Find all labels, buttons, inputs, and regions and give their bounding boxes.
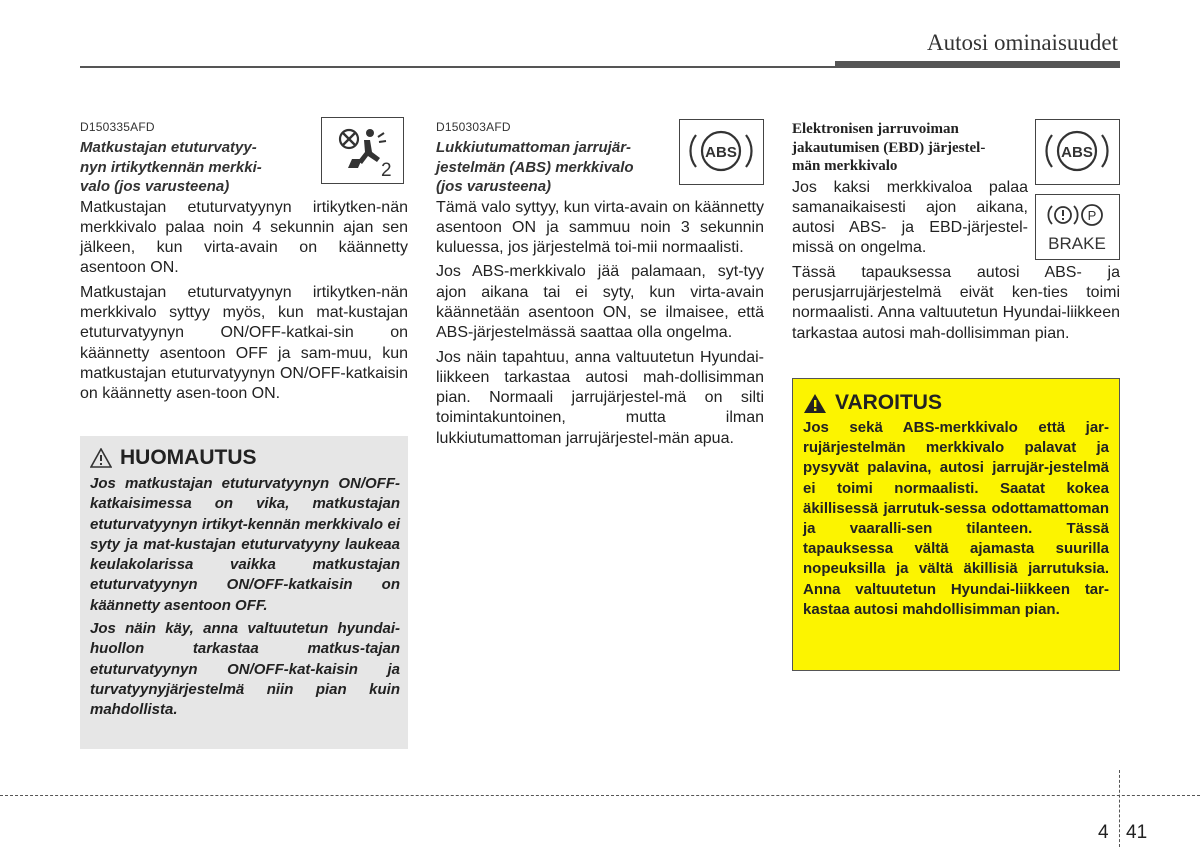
page-header-title: Autosi ominaisuudet: [926, 30, 1118, 55]
note-title: [90, 446, 400, 470]
section-title-line: (jos varusteena): [436, 178, 552, 195]
paragraph: Jos ABS-merkkivalo jää palamaan, syt-tyy ajon aikana tai ei syty, kun virta-avain käännetään asentoon ON, se ilmaisee, että ABS-järjestelmässä saattaa olla ongelma.: [436, 263, 764, 342]
brake-warning-icon: [1036, 195, 1118, 258]
abs-icon-box: [679, 119, 764, 185]
svg-text:BRAKE: BRAKE: [1048, 234, 1106, 253]
section-title-line: Elektronisen jarruvoiman: [792, 121, 959, 137]
section-title-line: Matkustajan etuturvatyy-: [80, 139, 257, 156]
abs-icon-box: [1035, 119, 1120, 185]
paragraph: Jos näin tapahtuu, anna valtuutetun Hyundai-liikkeen tarkastaa autosi mah-dollisimman pian. Normaali jarrujärjestel-mä on silti toimintakuntoinen, mutta ilman lukkiutumattoman jarrujärjestel-män apua.: [436, 348, 764, 447]
warning-title-label: VAROITUS: [835, 391, 942, 414]
svg-text:2: 2: [381, 160, 392, 181]
warning-title: [803, 391, 1109, 415]
section-title-line: nyn irtikytkennän merkki-: [80, 158, 262, 176]
page-number-divider: [1119, 770, 1120, 847]
airbag-off-icon-box: [321, 117, 404, 184]
svg-text:ABS: ABS: [705, 144, 737, 161]
svg-text:ABS: ABS: [1061, 144, 1093, 161]
section-title: [436, 138, 681, 197]
svg-text:P: P: [1087, 208, 1097, 223]
note-paragraph: Jos matkustajan etuturvatyynyn ON/OFF-katkaisimessa on vika, matkustajan etuturvatyynyn irtikyt-kennän merkkivalo ei syty ja mat-kustajan etuturvatyyny laukeaa keulakolarissa vaikka matkustajan etuturvatyynyn ON/OFF-katkaisin on käännetty asentoon OFF.: [90, 475, 400, 614]
airbag-off-icon: [322, 118, 402, 182]
section-code: D150335AFD: [80, 120, 155, 134]
section-title-line: män merkkivalo: [792, 158, 898, 174]
paragraph: Matkustajan etuturvatyynyn irtikytken-nän merkkivalo syttyy myös, kun mat-kustajan etuturvatyynyn ON/OFF-katkai-sin on käännetty asentoon OFF ja sam-muu, kun matkustajan etuturvatyynyn ON/OFF-katkaisin on käännetty asen-toon ON.: [80, 283, 408, 403]
section-title-line: valo (jos varusteena): [80, 178, 230, 195]
section-title: [80, 138, 310, 197]
abs-warning-icon: [680, 120, 762, 183]
warning-paragraph: Jos sekä ABS-merkkivalo että jar-rujärjestelmän merkkivalo palavat ja pysyvät palavina, autosi jarrujär-jestelmä ei toimi normaalisti. Saatat kokea äkillisessä jarrutuk-sessa odottamattoman ja vaaralli-sen tilanteen. Tässä tapauksessa vältä ajamasta suurilla nopeuksilla ja vältä äkillisiä jarrutuksia. Anna valtuutetun Hyundai-liikkeen tar-kastaa autosi mahdollisimman pian.: [803, 419, 1109, 618]
note-title-label: HUOMAUTUS: [120, 446, 257, 469]
paragraph: Tässä tapauksessa autosi ABS- ja perusjarrujärjestelmä eivät ken-ties toimi normaalisti. Anna valtuutetun Hyundai-liikkeen tarkastaa autosi mah-dollisimman pian.: [792, 263, 1120, 342]
section-title-line: Lukkiutumattoman jarrujär-: [436, 139, 632, 156]
section-code: D150303AFD: [436, 120, 511, 134]
header-accent-bar: [835, 61, 1120, 68]
abs-warning-icon: [1036, 120, 1118, 183]
footer-dashed-rule: [0, 795, 1200, 796]
paragraph: Tämä valo syttyy, kun virta-avain on käännetty asentoon ON ja sammuu noin 3 sekunnin kuluessa, jos järjestelmä toi-mii normaalisti.: [436, 198, 764, 257]
section-number: 4: [1098, 822, 1109, 843]
section-title-line: jestelmän (ABS) merkkivalo: [436, 158, 634, 176]
section-title: [792, 120, 1032, 176]
brake-icon-box: [1035, 194, 1120, 260]
paragraph: Jos kaksi merkkivaloa palaa samanaikaisesti ajon aikana, autosi ABS- ja EBD-järjestel-missä on ongelma.: [792, 178, 1028, 257]
warning-triangle-icon: [90, 448, 112, 468]
paragraph: Matkustajan etuturvatyynyn irtikytken-nän merkkivalo palaa noin 4 sekunnin ajan sen jälkeen, kun virta-avain on käännetty asentoon ON.: [80, 198, 408, 277]
page-number: 41: [1126, 822, 1148, 843]
section-title-line: jakautumisen (EBD) järjestel-: [792, 139, 986, 156]
note-paragraph: Jos näin käy, anna valtuutetun hyundai-huollon tarkastaa matkus-tajan etuturvatyynyn ON/OFF-kat-kaisin ja turvatyynyjärjestelmä niin pian kuin mahdollista.: [90, 620, 400, 719]
warning-box: [792, 378, 1120, 671]
note-box: [80, 436, 408, 749]
warning-triangle-icon: [803, 393, 827, 414]
